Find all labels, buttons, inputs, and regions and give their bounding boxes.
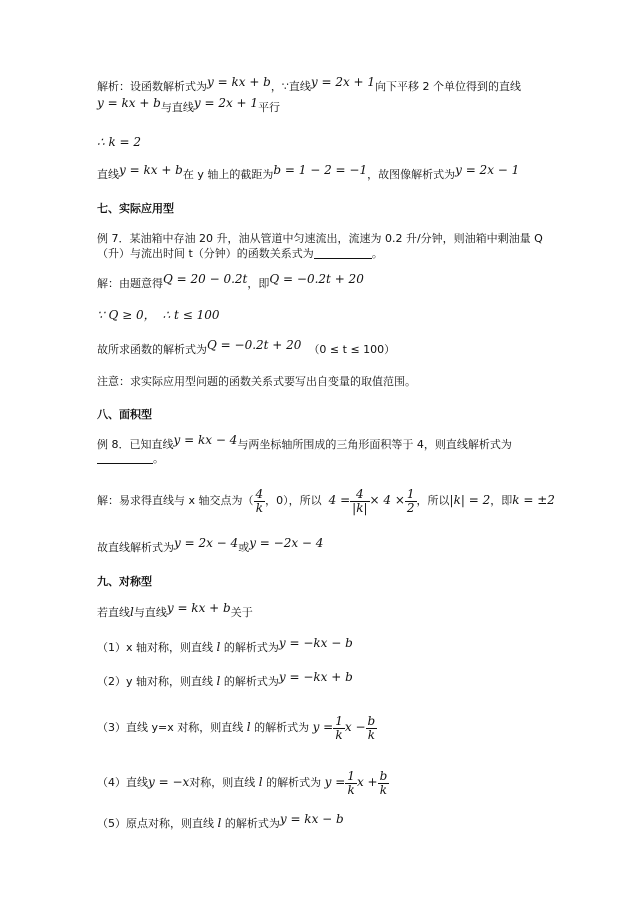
- formula: y = 2x + 1: [310, 75, 376, 89]
- text: 例 8．已知直线: [97, 438, 174, 451]
- fraction-1-over-k: $\frac{1}{k}$: [347, 769, 355, 797]
- example-7-line-2: [97, 248, 383, 259]
- section-heading-7: 七、实际应用型: [97, 202, 174, 215]
- note-line: 注意：求实际应用型问题的函数关系式要写出自变量的取值范围。: [97, 375, 416, 388]
- symmetry-item-4: [97, 770, 389, 796]
- formula: y = 2x + 1: [193, 96, 259, 110]
- text: ，∵直线: [270, 80, 311, 93]
- text: 与两坐标轴所围成的三角形面积等于 4，则直线解析式为: [237, 438, 512, 451]
- example-7-line-1: 例 7．某油箱中存油 20 升，油从管道中匀速流出，流速为 0.2 升/分钟，则油箱中剩油量 Q: [97, 232, 543, 245]
- solution-line-3: [97, 136, 141, 148]
- text: 平行: [258, 101, 281, 114]
- text: 或: [238, 541, 250, 554]
- text: 与直线: [133, 606, 167, 619]
- formula: x +: [356, 775, 378, 790]
- text: （4）直线: [97, 776, 148, 790]
- text: （升）与流出时间 t（分钟）的函数关系式为: [97, 247, 314, 260]
- example-8-line-2: [97, 453, 164, 464]
- formula: y = −x: [148, 775, 190, 790]
- text: 解：由题意得: [97, 277, 163, 290]
- domain-text: （0 ≤ t ≤ 100）: [308, 343, 396, 356]
- example-8-line-1: [97, 433, 512, 451]
- text: 在 y 轴上的截距为: [182, 168, 274, 181]
- formula: ∴ t ≤ 100: [162, 308, 220, 322]
- formula: y = −kx + b: [278, 670, 353, 684]
- text: 的解析式为: [220, 675, 279, 688]
- text: 故直线解析式为: [97, 541, 174, 554]
- text: 直线: [97, 168, 119, 181]
- fraction-b-over-k: $\frac{b}{k}$: [367, 714, 376, 742]
- solution-line-1: [97, 75, 522, 93]
- fraction-4-over-abs-k: $\frac{4}{|k|}$: [352, 487, 368, 515]
- intro-9-line: [97, 601, 253, 619]
- text: 解：易求得直线与 x 轴交点为（: [97, 494, 254, 508]
- symmetry-item-3: [97, 715, 377, 741]
- solution-8-line: [97, 488, 555, 514]
- formula: y = kx − 4: [173, 433, 238, 447]
- formula: x −: [344, 720, 366, 735]
- formula: Q = −0.2t + 20: [269, 272, 364, 286]
- text: 故所求函数的解析式为: [97, 343, 207, 356]
- text: 的解析式为: [250, 721, 310, 735]
- formula: l: [130, 605, 134, 619]
- solution-line-2: [97, 96, 281, 114]
- line-symbol: l: [216, 640, 221, 654]
- formula: y = −2x − 4: [249, 536, 324, 550]
- formula: y = kx + b: [97, 96, 161, 110]
- formula: k = ±2: [512, 493, 555, 508]
- text: 与直线: [160, 101, 194, 114]
- formula: 4 =: [328, 493, 351, 508]
- text: 。: [371, 247, 383, 260]
- solution-7-line: [97, 272, 364, 290]
- fraction-1-over-k: $\frac{1}{k}$: [335, 714, 343, 742]
- result-7-line: [97, 338, 396, 356]
- text: 对称，则直线: [189, 776, 259, 790]
- text: 解析：设函数解析式为: [97, 80, 207, 93]
- text: ，所以: [416, 494, 450, 508]
- text: 。: [153, 452, 164, 465]
- text: ，0），所以: [265, 494, 322, 508]
- text: （5）原点对称，则直线: [97, 817, 218, 830]
- formula: y = kx + b: [119, 163, 183, 177]
- formula: y = kx − b: [279, 812, 344, 826]
- formula: |k| = 2: [449, 493, 491, 508]
- text: 的解析式为: [220, 641, 279, 654]
- line-symbol: l: [258, 775, 263, 790]
- formula: b = 1 − 2 = −1: [273, 163, 368, 177]
- line-symbol: l: [216, 674, 221, 688]
- result-8-line: [97, 536, 324, 554]
- formula: y = 2x − 1: [455, 163, 520, 177]
- fraction-1-over-2: $\frac{1}{2}$: [406, 487, 415, 515]
- text: （1）x 轴对称，则直线: [97, 641, 217, 654]
- formula: Q = 20 − 0.2t: [163, 272, 248, 286]
- text: ，即: [247, 277, 270, 290]
- fraction-b-over-k: $\frac{b}{k}$: [379, 769, 388, 797]
- text: 的解析式为: [221, 817, 280, 830]
- text: 若直线: [97, 606, 130, 619]
- section-heading-8: 八、面积型: [97, 408, 152, 421]
- formula: y =: [312, 720, 334, 735]
- text: ，故图像解析式为: [367, 168, 456, 181]
- formula: × 4 ×: [369, 493, 405, 508]
- formula: y =: [324, 775, 346, 790]
- formula: y = kx + b: [207, 75, 271, 89]
- text: （2）y 轴对称，则直线: [97, 675, 217, 688]
- line-symbol: l: [246, 720, 251, 735]
- text: ，即: [490, 494, 513, 508]
- symmetry-item-1: [97, 636, 353, 654]
- symmetry-item-2: [97, 670, 353, 688]
- answer-blank: [314, 248, 372, 259]
- section-heading-9: 九、对称型: [97, 575, 152, 588]
- formula: y = −kx − b: [278, 636, 353, 650]
- formula: ∴ k = 2: [97, 135, 142, 149]
- formula: Q = −0.2t + 20: [207, 338, 302, 352]
- answer-blank: [97, 453, 153, 464]
- text: 关于: [230, 606, 253, 619]
- text: （3）直线 y=x 对称，则直线: [97, 721, 247, 735]
- formula: y = kx + b: [166, 601, 231, 615]
- line-symbol: l: [217, 816, 222, 830]
- symmetry-item-5: [97, 812, 344, 830]
- formula: ∵ Q ≥ 0，: [97, 308, 156, 322]
- text: 向下平移 2 个单位得到的直线: [375, 80, 522, 93]
- fraction-4-over-k: $\frac{4}{k}$: [255, 487, 264, 515]
- formula: y = 2x − 4: [174, 536, 239, 550]
- text: 的解析式为: [262, 776, 322, 790]
- solution-line-4: [97, 163, 520, 181]
- condition-7-line: [97, 309, 219, 321]
